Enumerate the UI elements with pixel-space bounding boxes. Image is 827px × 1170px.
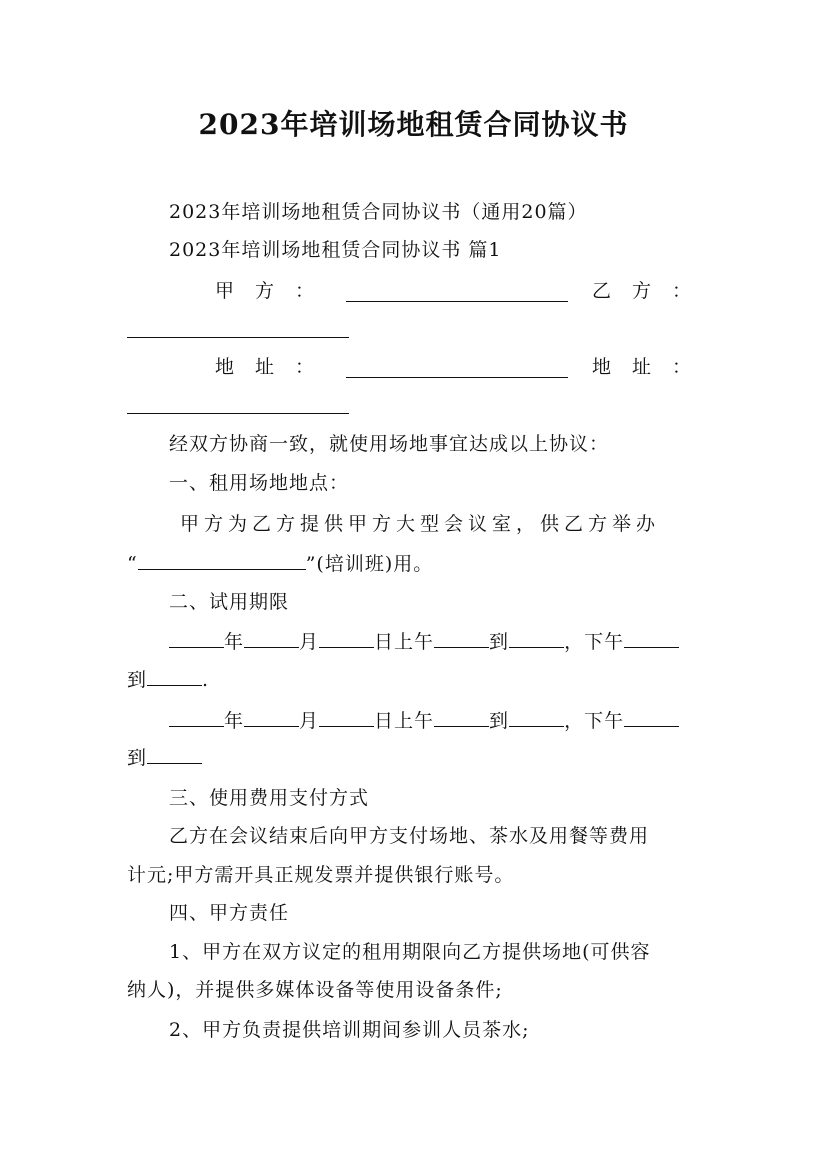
section-1-heading: 一、租用场地地点： bbox=[169, 472, 350, 494]
subtitle: 2023年培训场地租赁合同协议书（通用20篇） bbox=[169, 201, 588, 223]
document-title: 2023年培训场地租赁合同协议书 bbox=[198, 108, 629, 141]
to-label: 到 bbox=[489, 710, 510, 732]
to-label: 到 bbox=[127, 747, 148, 769]
blank bbox=[244, 706, 299, 727]
blank bbox=[169, 706, 224, 727]
quote-open: “ bbox=[127, 553, 138, 575]
period-row-1 bbox=[169, 627, 679, 656]
section-4-heading: 四、甲方责任 bbox=[169, 902, 290, 924]
pm-label: ，下午 bbox=[564, 710, 625, 732]
section-3-heading: 三、使用费用支付方式 bbox=[169, 787, 370, 809]
blank bbox=[319, 627, 374, 648]
month-label: 月 bbox=[299, 710, 320, 732]
section-4-item-1-cont: 纳人)，并提供多媒体设备等使用设备条件; bbox=[127, 979, 503, 1001]
blank bbox=[624, 627, 679, 648]
section-4-item-2: 2、甲方负责提供培训期间参训人员茶水; bbox=[169, 1019, 530, 1041]
party-a-label: 甲 方 ： bbox=[215, 280, 316, 302]
to-label: 到 bbox=[489, 631, 510, 653]
address-a-blank bbox=[346, 376, 568, 378]
year-label: 年 bbox=[224, 631, 245, 653]
blank bbox=[624, 706, 679, 727]
section-1-text-cont bbox=[127, 549, 433, 578]
party-a-blank bbox=[346, 300, 568, 302]
section-3-line-2: 计元;甲方需开具正规发票并提供银行账号。 bbox=[127, 864, 515, 886]
section-4-item-1: 1、甲方在双方议定的租用期限向乙方提供场地(可供容 bbox=[169, 941, 651, 963]
party-b-blank bbox=[127, 336, 349, 338]
period-row-2-cont bbox=[127, 743, 202, 772]
blank bbox=[434, 627, 489, 648]
chapter-heading: 2023年培训场地租赁合同协议书 篇1 bbox=[169, 239, 502, 261]
address-b-blank bbox=[127, 412, 349, 414]
address-a-label: 地 址 ： bbox=[215, 356, 316, 378]
intro-paragraph: 经双方协商一致，就使用场地事宜达成以上协议： bbox=[169, 433, 610, 455]
period-row-2 bbox=[169, 706, 679, 735]
to-label: 到 bbox=[127, 669, 148, 691]
period-end: . bbox=[202, 669, 210, 691]
year-label: 年 bbox=[224, 710, 245, 732]
quote-close: ”(培训班)用。 bbox=[305, 553, 434, 575]
blank bbox=[147, 743, 202, 764]
blank bbox=[147, 665, 202, 686]
event-name-blank bbox=[138, 549, 306, 570]
section-1-text: 甲方为乙方提供甲方大型会议室，供乙方举办 bbox=[180, 513, 661, 535]
pm-label: ，下午 bbox=[564, 631, 625, 653]
blank bbox=[244, 627, 299, 648]
section-3-line-1: 乙方在会议结束后向甲方支付场地、茶水及用餐等费用 bbox=[169, 825, 650, 847]
day-am-label: 日上午 bbox=[374, 631, 435, 653]
section-2-heading: 二、试用期限 bbox=[169, 591, 290, 613]
blank bbox=[509, 627, 564, 648]
blank bbox=[169, 627, 224, 648]
party-b-label: 乙 方 ： bbox=[592, 280, 693, 302]
month-label: 月 bbox=[299, 631, 320, 653]
blank bbox=[509, 706, 564, 727]
period-row-1-cont bbox=[127, 665, 209, 694]
blank bbox=[319, 706, 374, 727]
day-am-label: 日上午 bbox=[374, 710, 435, 732]
address-b-label: 地 址 ： bbox=[592, 356, 693, 378]
blank bbox=[434, 706, 489, 727]
